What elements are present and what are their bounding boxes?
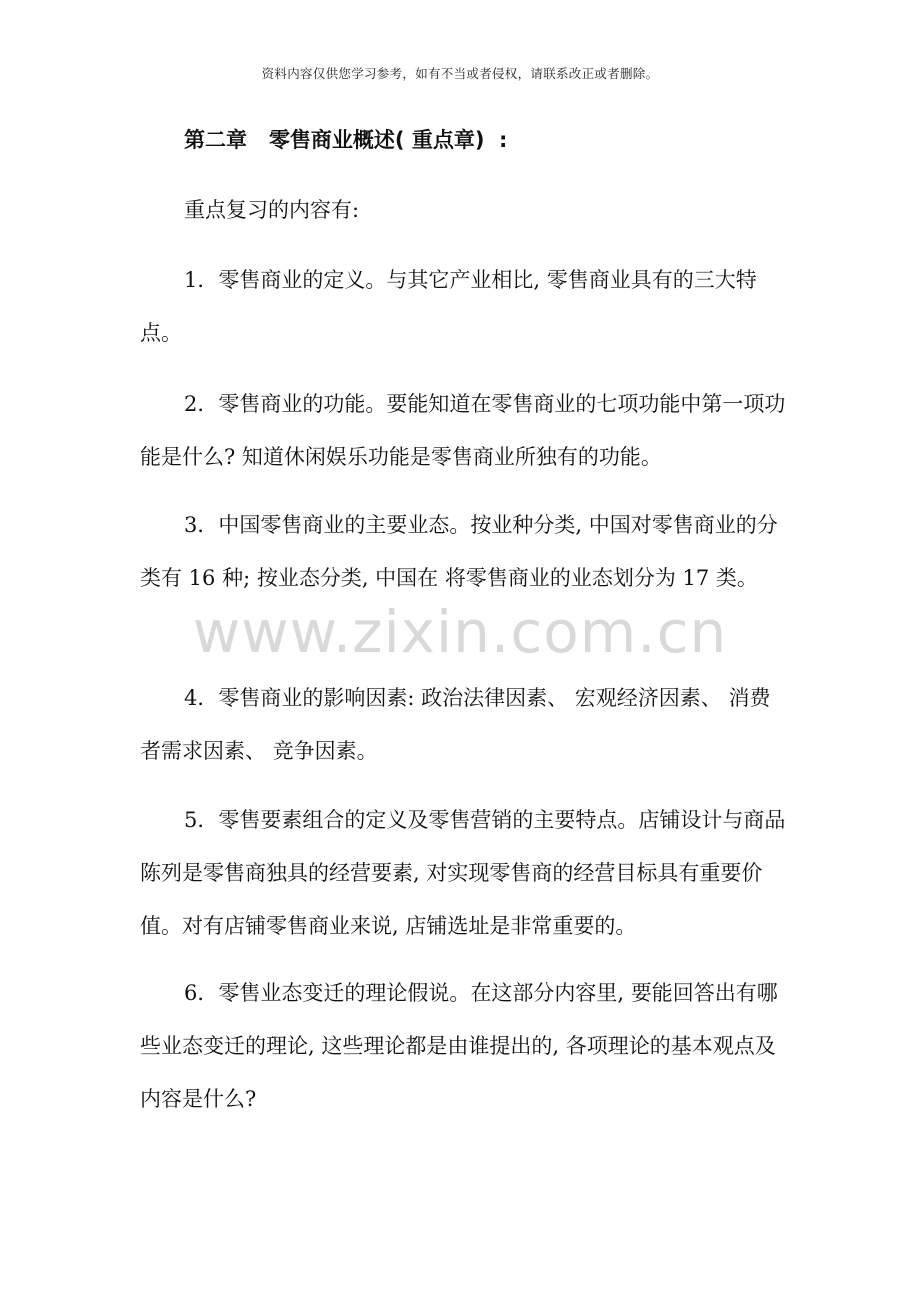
list-item-6	[140, 967, 790, 1126]
list-item-2	[140, 378, 790, 484]
list-item-text: 5．零售要素组合的定义及零售营销的主要特点。店铺设计与商品陈列是零售商独具的经营要素, 对实现零售商的经营目标具有重要价值。对有店铺零售商业来说, 店铺选址是非常重要的。	[140, 808, 786, 938]
disclaimer-header: 资料内容仅供您学习参考，如有不当或者侵权，请联系改正或者删除。	[261, 66, 659, 81]
list-item-text: 4．零售商业的影响因素: 政治法律因素、 宏观经济因素、 消费者需求因素、 竞争因素。	[140, 686, 771, 763]
list-item-text: 6．零售业态变迁的理论假说。在这部分内容里, 要能回答出有哪些业态变迁的理论, 这些理论都是由谁提出的, 各项理论的基本观点及内容是什么?	[140, 981, 778, 1111]
list-item-text: 3．中国零售商业的主要业态。按业种分类, 中国对零售商业的分类有 16 种; 按业态分类, 中国在 将零售商业的业态划分为 17 类。	[140, 513, 778, 590]
list-item-5	[140, 794, 790, 953]
list-item-4	[140, 672, 790, 778]
watermark-text: www.zixin.com.cn	[192, 598, 728, 666]
intro-line: 重点复习的内容有:	[184, 198, 360, 222]
chapter-title: 第二章 零售商业概述( 重点章) :	[184, 128, 508, 152]
list-item-1	[140, 254, 790, 360]
list-item-3	[140, 499, 790, 605]
list-item-text: 2．零售商业的功能。要能知道在零售商业的七项功能中第一项功能是什么? 知道休闲娱乐功能是零售商业所独有的功能。	[140, 392, 786, 469]
list-item-text: 1．零售商业的定义。与其它产业相比, 零售商业具有的三大特点。	[140, 268, 757, 345]
